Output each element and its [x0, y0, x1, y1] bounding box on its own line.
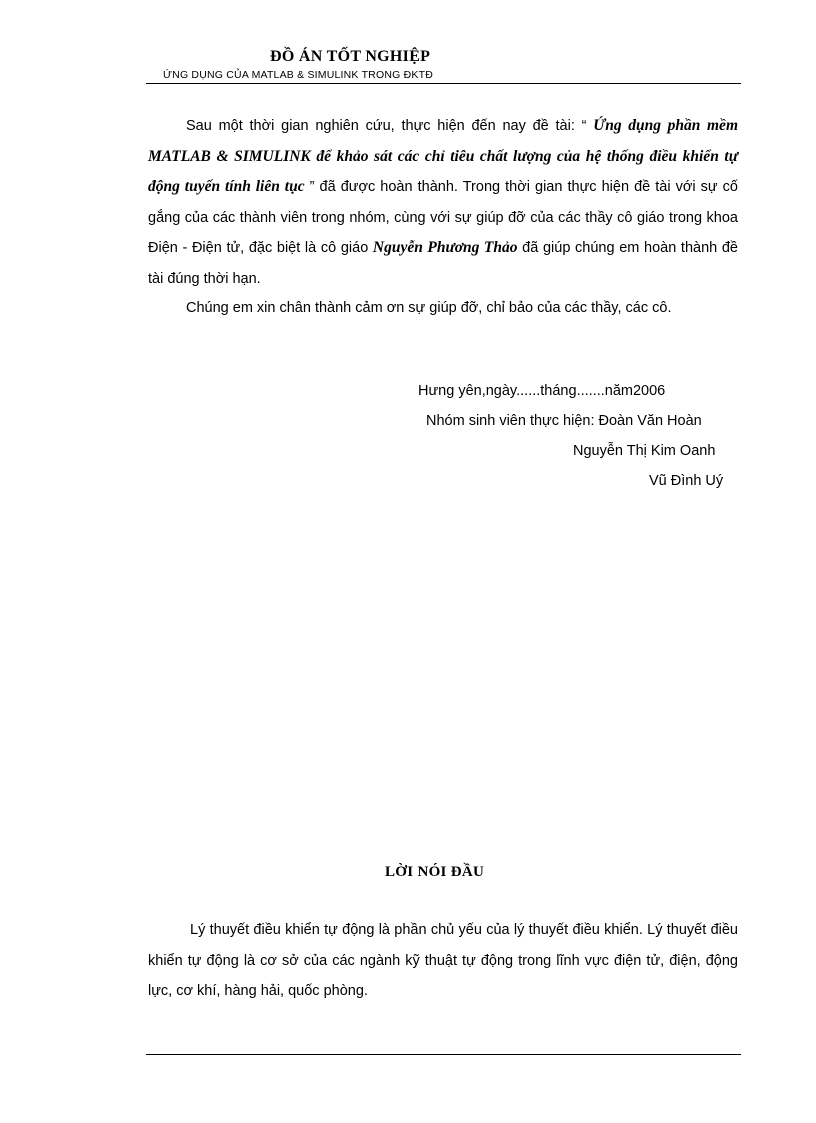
- preface-title: LỜI NÓI ĐẦU: [385, 864, 485, 880]
- thanks-paragraph: [148, 293, 738, 324]
- signature-group: Nhóm sinh viên thực hiện: Đoàn Văn Hoàn: [426, 413, 702, 429]
- header-subtitle: ỨNG DỤNG CỦA MATLAB & SIMULINK TRONG ĐKTĐ: [163, 69, 433, 81]
- signature-member: Nguyễn Thị Kim Oanh: [573, 443, 716, 459]
- project-topic: Ứng dụng phần mềm MATLAB & SIMULINK để khảo sát các chỉ tiêu chất lượng của hệ thống điều khiển tự động tuyến tính liên tục: [148, 117, 738, 195]
- footer-divider: [146, 1054, 741, 1055]
- thanks-text: Chúng em xin chân thành cảm ơn sự giúp đỡ, chỉ bảo của các thầy, các cô.: [186, 300, 672, 316]
- acknowledgement-paragraph: [148, 111, 738, 294]
- header-divider: [146, 83, 741, 84]
- ack-text-start: Sau một thời gian nghiên cứu, thực hiện đến nay đề tài: “: [186, 118, 594, 134]
- teacher-name: Nguyễn Phương Thảo: [372, 239, 518, 256]
- preface-text: Lý thuyết điều khiển tự động là phần chủ yếu của lý thuyết điều khiển. Lý thuyết điều khiển tự động là cơ sở của các ngành kỹ thuật tự động trong lĩnh vực điện tử, điện, động lực, cơ khí, hàng hải, quốc phòng.: [148, 922, 738, 999]
- signature-member: Vũ Đình Uý: [649, 473, 724, 489]
- header-title: ĐỒ ÁN TỐT NGHIỆP: [270, 48, 431, 65]
- ack-text-middle: ” đã được hoàn thành. Trong thời gian thực hiện đề tài với sự cố gắng của các thành viên trong nhóm, cùng với sự giúp đỡ của các thầy cô giáo trong khoa Điện - Điện tử, đặc biệt là cô giáo: [148, 179, 738, 256]
- ack-text-end: đã giúp chúng em hoàn thành đề tài đúng thời hạn.: [148, 240, 738, 287]
- preface-paragraph: [148, 915, 738, 1007]
- signature-date: Hưng yên,ngày......tháng.......năm2006: [418, 383, 666, 399]
